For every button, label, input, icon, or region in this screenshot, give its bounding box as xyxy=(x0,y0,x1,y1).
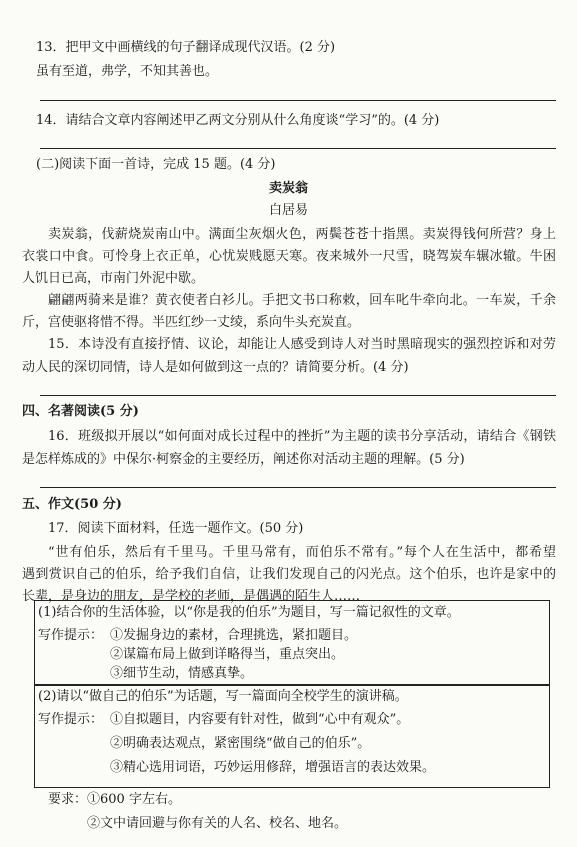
option2-title: (2)请以“做自己的伯乐”为话题，写一篇面向全校学生的演讲稿。 xyxy=(38,689,408,704)
answer-line-q14[interactable] xyxy=(40,148,556,149)
section2-heading: (二)阅读下面一首诗，完成 15 题。(4 分) xyxy=(36,157,276,172)
q13-question: 13．把甲文中画横线的句子翻译成现代汉语。(2 分) xyxy=(36,40,336,55)
poem-line: 衣裳口中食。可怜身上衣正单，心忧炭贱愿天寒。夜来城外一尺雪，晓驾炭车辗冰辙。牛困 xyxy=(22,249,556,264)
option1-title: (1)结合你的生活体验，以“你是我的伯乐”为题目，写一篇记叙性的文章。 xyxy=(38,605,460,620)
answer-line-q16[interactable] xyxy=(40,487,556,488)
q13-sentence: 虽有至道，弗学，不知其善也。 xyxy=(36,64,219,79)
poem-line: 翩翩两骑来是谁？黄衣使者白衫儿。手把文书口称敕，回车叱牛牵向北。一车炭，千余 xyxy=(48,293,556,308)
option2-hint-label: 写作提示： xyxy=(38,712,104,727)
option2-hint: ②明确表达观点，紧密围绕“做自己的伯乐”。 xyxy=(110,736,371,751)
poem-line: 人饥日已高，市南门外泥中歇。 xyxy=(22,271,205,286)
section5-heading: 五、作文(50 分) xyxy=(22,497,122,512)
option1-hint: ②谋篇布局上做到详略得当，重点突出。 xyxy=(110,647,345,662)
poem-title: 卖炭翁 xyxy=(268,181,308,196)
material-line: 长辈，是身边的朋友，是学校的老师，是偶遇的陌生人…… xyxy=(22,589,361,604)
poem-line: 卖炭翁，伐薪烧炭南山中。满面尘灰烟火色，两鬓苍苍十指黑。卖炭得钱何所营？身上 xyxy=(48,227,556,242)
section4-heading: 四、名著阅读(5 分) xyxy=(22,404,139,419)
q16-text: 16．班级拟开展以“如何面对成长过程中的挫折”为主题的读书分享活动，请结合《钢铁 xyxy=(48,429,556,444)
material-line: 遇到赏识自己的伯乐，给予我们自信，让我们发现自己的闪光点。这个伯乐，也许是家中的 xyxy=(22,567,556,582)
option1-hint: ①发掘身边的素材，合理挑选，紧扣题目。 xyxy=(110,628,358,643)
option2-hint: ③精心选用词语，巧妙运用修辞，增强语言的表达效果。 xyxy=(110,760,436,775)
q14-question: 14．请结合文章内容阐述甲乙两文分别从什么角度谈“学习”的。(4 分) xyxy=(36,113,440,128)
poem-line: 斤，宫使驱将惜不得。半匹红纱一丈绫，系向牛头充炭直。 xyxy=(22,315,361,330)
q16-text: 是怎样炼成的》中保尔·柯察金的主要经历，阐述你对活动主题的理解。(5 分) xyxy=(22,452,465,467)
option1-hint: ③细节生动，情感真挚。 xyxy=(110,666,254,681)
option2-hint: ①自拟题目，内容要有针对性，做到“心中有观众”。 xyxy=(110,712,410,727)
material-line: “世有伯乐，然后有千里马。千里马常有，而伯乐不常有。”每个人在生活中，都希望 xyxy=(48,545,556,560)
requirements-label: 要求： xyxy=(48,792,88,807)
q15-text: 动人民的深切同情，诗人是如何做到这一点的？请简要分析。(4 分) xyxy=(22,360,409,375)
requirement-item: ①600 字左右。 xyxy=(87,792,181,807)
q15-text: 15．本诗没有直接抒情、议论，却能让人感受到诗人对当时黑暗现实的强烈控诉和对劳 xyxy=(48,337,556,352)
q17-question: 17．阅读下面材料，任选一题作文。(50 分) xyxy=(48,521,304,536)
answer-line-q15[interactable] xyxy=(40,395,556,396)
poem-author: 白居易 xyxy=(268,203,308,218)
requirement-item: ②文中请回避与你有关的人名、校名、地名。 xyxy=(87,816,348,831)
option1-hint-label: 写作提示： xyxy=(38,628,104,643)
answer-line-q13[interactable] xyxy=(40,100,556,101)
